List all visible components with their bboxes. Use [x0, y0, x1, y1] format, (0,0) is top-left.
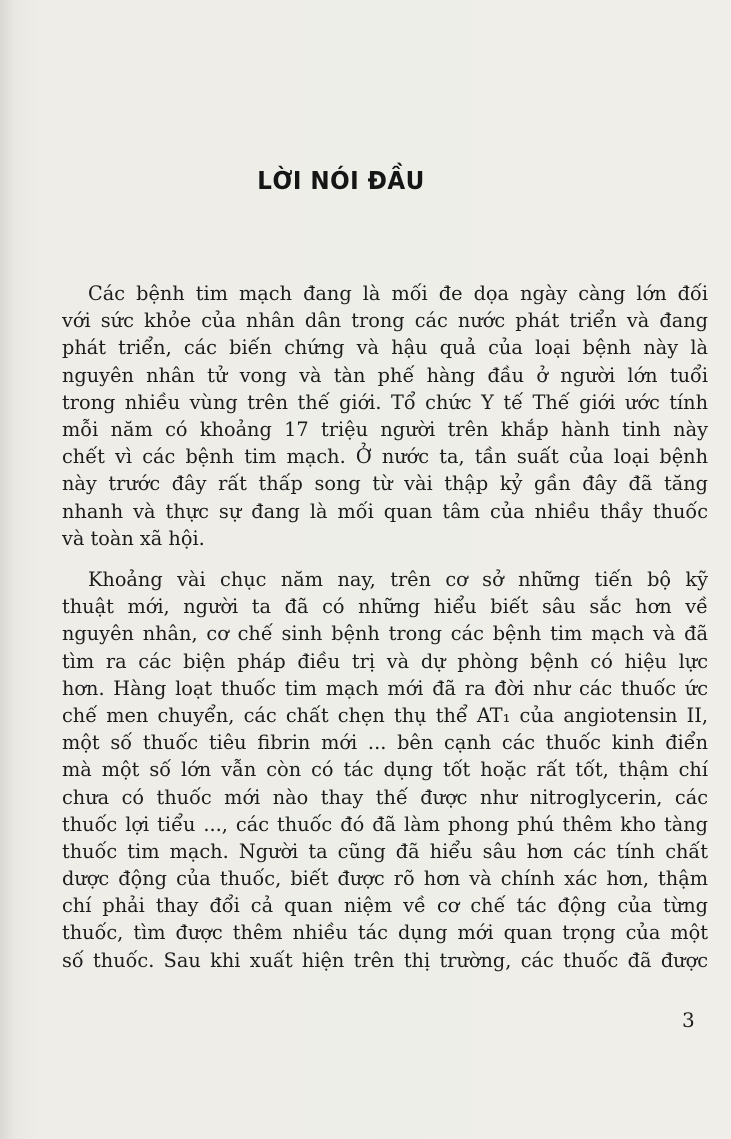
text-line: và toàn xã hội.: [62, 526, 205, 550]
text-line: chí phải thay đổi cả quan niệm về cơ chế tác động của từng: [62, 894, 708, 918]
text-line: chế men chuyển, các chất chẹn thụ thể AT₁ của angiotensin II,: [62, 703, 708, 727]
text-line: nhanh và thực sự đang là mối quan tâm của nhiều thầy thuốc: [62, 499, 708, 523]
text-line: nguyên nhân tử vong và tàn phế hàng đầu ở người lớn tuổi: [62, 363, 708, 387]
text-line: dược động của thuốc, biết được rõ hơn và chính xác hơn, thậm: [62, 867, 708, 891]
text-line: chưa có thuốc mới nào thay thế được như nitroglycerin, các: [62, 785, 708, 809]
paragraph-1: [62, 280, 708, 552]
text-line: Khoảng vài chục năm nay, trên cơ sở những tiến bộ kỹ: [88, 568, 708, 591]
text-line: nguyên nhân, cơ chế sinh bệnh trong các bệnh tim mạch và đã: [62, 622, 708, 646]
text-line: một số thuốc tiêu fibrin mới ... bên cạnh các thuốc kinh điển: [62, 731, 708, 755]
text-line: phát triển, các biến chứng và hậu quả của loại bệnh này là: [62, 336, 708, 360]
text-line: số thuốc. Sau khi xuất hiện trên thị trường, các thuốc đã được: [62, 948, 708, 972]
text-line: này trước đây rất thấp song từ vài thập kỷ gần đây đã tăng: [62, 472, 708, 496]
text-line: thuốc lợi tiểu ..., các thuốc đó đã làm phong phú thêm kho tàng: [62, 812, 708, 836]
page-number: 3: [682, 1008, 695, 1032]
text-line: tìm ra các biện pháp điều trị và dự phòng bệnh có hiệu lực: [62, 649, 708, 673]
text-line: với sức khỏe của nhân dân trong các nước phát triển và đang: [62, 309, 708, 333]
text-line: trong nhiều vùng trên thế giới. Tổ chức Y tế Thế giới ước tính: [62, 390, 708, 414]
paragraph-2: [62, 566, 708, 974]
text-line: chết vì các bệnh tim mạch. Ở nước ta, tần suất của loại bệnh: [62, 445, 708, 469]
text-line: hơn. Hàng loạt thuốc tim mạch mới đã ra đời như các thuốc ức: [62, 676, 708, 700]
text-line: Các bệnh tim mạch đang là mối đe dọa ngày càng lớn đối: [88, 282, 708, 305]
page-title: LỜI NÓI ĐẦU: [257, 166, 425, 195]
text-line: mỗi năm có khoảng 17 triệu người trên khắp hành tinh này: [62, 417, 708, 441]
text-line: mà một số lớn vẫn còn có tác dụng tốt hoặc rất tốt, thậm chí: [62, 758, 708, 782]
text-line: thuật mới, người ta đã có những hiểu biết sâu sắc hơn về: [62, 595, 708, 619]
text-line: thuốc tim mạch. Người ta cũng đã hiểu sâu hơn các tính chất: [62, 839, 708, 863]
text-line: thuốc, tìm được thêm nhiều tác dụng mới quan trọng của một: [62, 921, 708, 945]
